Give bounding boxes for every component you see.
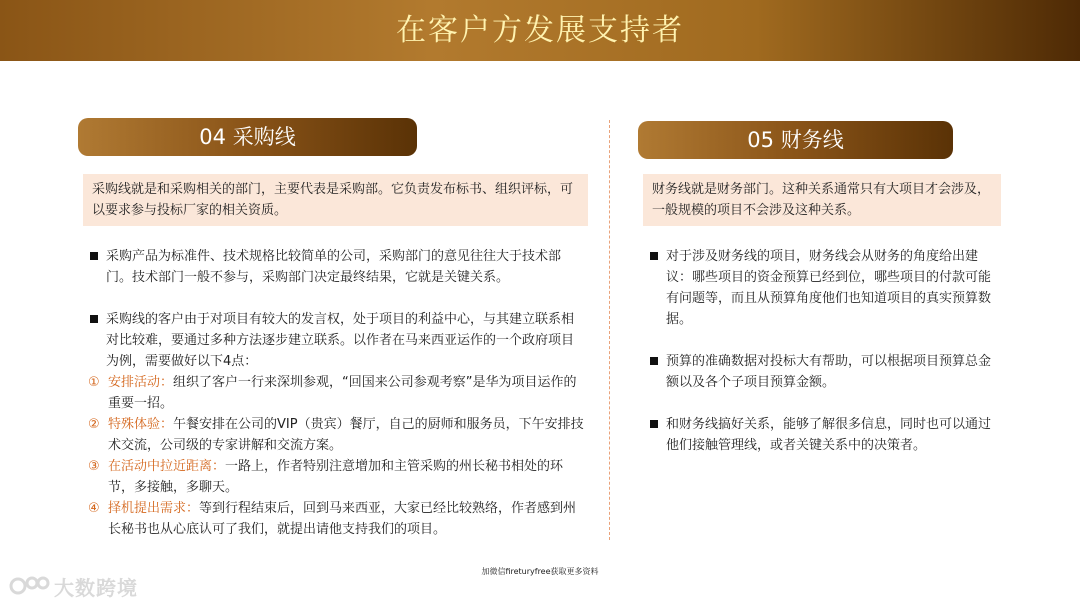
procurement-summary: 采购线就是和采购相关的部门，主要代表是采购部。它负责发布标书、组织评标，可以要求参与投标厂家的相关资质。 [83,174,588,226]
bullet-text: 采购线的客户由于对项目有较大的发言权，处于项目的利益中心，与其建立联系相对比较难，要通过多种方法逐步建立联系。以作者在马来西亚运作的一个政府项目为例，需要做好以下4点： [106,312,575,369]
finance-bullet-1 [666,246,996,330]
point-title: 在活动中拉近距离： [108,459,226,474]
square-bullet-icon [650,357,658,365]
point-title: 安排活动： [108,375,174,390]
point-number: ④ [88,501,100,516]
point-title: 择机提出需求： [108,501,200,516]
watermark [8,572,138,600]
list-item [88,456,584,498]
section-pill-label: 05 财务线 [747,128,844,152]
square-bullet-icon [90,315,98,323]
footer-note: 加微信fireturyfree获取更多资料 [481,567,599,576]
square-bullet-icon [650,420,658,428]
page-title: 在客户方发展支持者 [396,13,684,48]
point-number: ① [88,375,100,390]
point-text: 等到行程结束后，回到马来西亚，大家已经比较熟络，作者感到州长秘书也从心底认可了我们，就提出请他支持我们的项目。 [108,501,577,537]
bullet-text: 对于涉及财务线的项目，财务线会从财务的角度给出建议：哪些项目的资金预算已经到位，哪些项目的付款可能有问题等，而且从预算角度他们也知道项目的真实预算数据。 [666,249,992,327]
point-number: ② [88,417,100,432]
list-item [88,372,584,414]
watermark-text: 大数跨境 [54,575,138,600]
finance-summary: 财务线就是财务部门。这种关系通常只有大项目才会涉及，一般规模的项目不会涉及这种关系。 [643,174,1001,226]
finance-bullet-3 [666,414,996,456]
brand-logo-icon [8,573,50,599]
section-pill-procurement [78,118,417,156]
bullet-text: 预算的准确数据对投标大有帮助，可以根据项目预算总金额以及各个子项目预算金额。 [666,354,992,390]
point-number: ③ [88,459,100,474]
point-text: 午餐安排在公司的VIP（贵宾）餐厅，自己的厨师和服务员，下午安排技术交流，公司级的专家讲解和交流方案。 [108,417,584,453]
finance-bullet-2 [666,351,996,393]
bullet-text: 采购产品为标准件、技术规格比较简单的公司，采购部门的意见往往大于技术部门。技术部门一般不参与，采购部门决定最终结果，它就是关键关系。 [106,249,562,285]
procurement-bullet-1 [106,246,584,288]
section-pill-finance [638,121,953,159]
square-bullet-icon [90,252,98,260]
procurement-points-list [88,372,584,540]
square-bullet-icon [650,252,658,260]
section-pill-label: 04 采购线 [199,125,296,149]
bullet-text: 和财务线搞好关系，能够了解很多信息，同时也可以通过他们接触管理线，或者关键关系中的决策者。 [666,417,992,453]
procurement-bullet-2 [106,309,584,372]
point-title: 特殊体验： [108,417,174,432]
list-item [88,498,584,540]
column-divider [609,120,610,540]
list-item [88,414,584,456]
point-text: 一路上，作者特别注意增加和主管采购的州长秘书相处的环节，多接触，多聊天。 [108,459,564,495]
point-text: 组织了客户一行来深圳参观，“回国来公司参观考察”是华为项目运作的重要一招。 [108,375,577,411]
